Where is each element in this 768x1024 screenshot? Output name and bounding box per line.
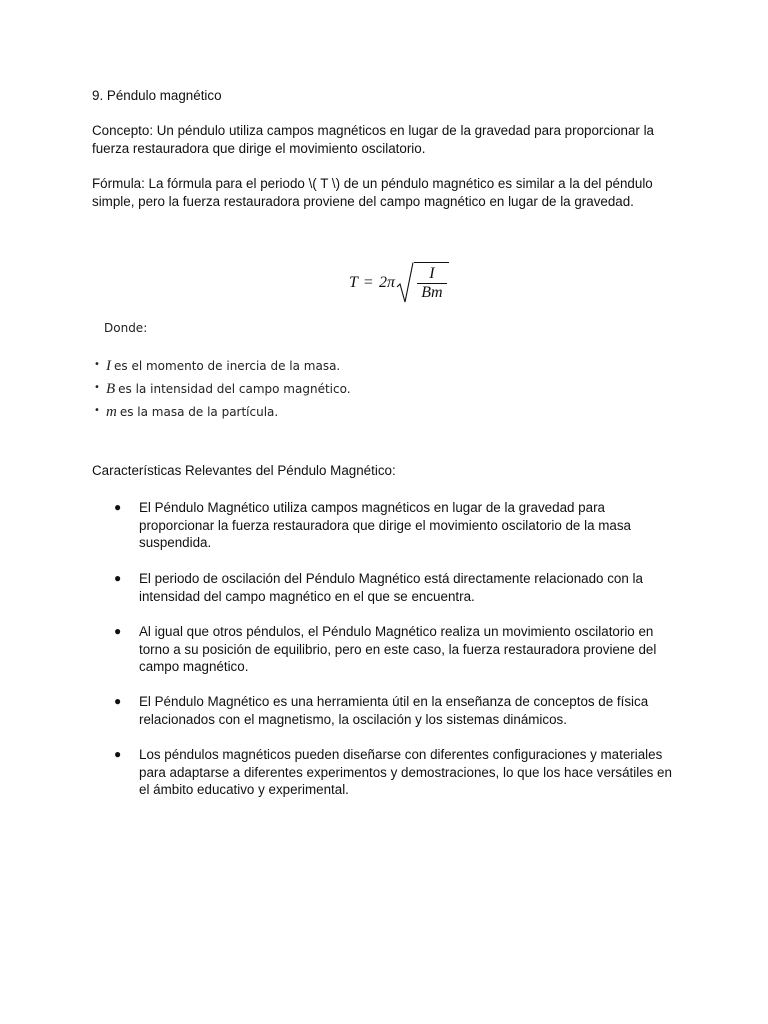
period-formula (349, 260, 449, 306)
bullet-icon: ● (114, 694, 122, 708)
formula-coefficient: 2π (378, 274, 395, 291)
radical-sign-icon (396, 262, 414, 304)
characteristics-title: Características Relevantes del Péndulo Magnético: (92, 463, 396, 478)
fraction-numerator: I (429, 265, 435, 282)
where-symbol: m (106, 404, 117, 420)
formula-equals: = (363, 274, 373, 291)
bullet-dot-icon: • (94, 405, 100, 416)
where-item (94, 404, 278, 421)
where-text: es la masa de la partícula. (119, 405, 279, 419)
list-item-text: El Péndulo Magnético utiliza campos magnéticos en lugar de la gravedad para proporcionar la fuerza restauradora que dirige el movimiento oscilatorio de la masa suspendida. (139, 500, 631, 550)
bullet-dot-icon: • (94, 382, 100, 393)
where-label: Donde: (104, 321, 148, 335)
list-item-text: El periodo de oscilación del Péndulo Magnético está directamente relacionado con la intensidad del campo magnético en el que se encuentra. (139, 571, 643, 604)
square-root (396, 262, 449, 304)
list-item (114, 499, 679, 552)
bullet-icon: ● (114, 747, 122, 761)
list-item (114, 693, 679, 728)
bullet-icon: ● (114, 500, 122, 514)
fraction-denominator: Bm (421, 284, 443, 301)
list-item-text: El Péndulo Magnético es una herramienta útil en la enseñanza de conceptos de física relacionados con el magnetismo, la oscilación y los sistemas dinámicos. (139, 694, 649, 727)
radicand (414, 262, 449, 304)
where-text: es la intensidad del campo magnético. (118, 382, 351, 396)
formula-fraction (417, 265, 447, 302)
where-symbol: B (106, 381, 116, 397)
list-item-text: Al igual que otros péndulos, el Péndulo Magnético realiza un movimiento oscilatorio en torno a su posición de equilibrio, pero en este caso, la fuerza restauradora proviene del campo magnético. (139, 624, 657, 674)
formula-intro-paragraph: Fórmula: La fórmula para el periodo \( T \) de un péndulo magnético es similar a la del péndulo simple, pero la fuerza restauradora proviene del campo magnético en lugar de la gravedad. (92, 176, 653, 209)
where-text: es el momento de inercia de la masa. (114, 359, 341, 373)
where-item (94, 358, 340, 375)
formula-lhs: T (349, 274, 358, 291)
list-item (114, 570, 679, 605)
concept-paragraph: Concepto: Un péndulo utiliza campos magnéticos en lugar de la gravedad para proporcionar la fuerza restauradora que dirige el movimiento oscilatorio. (92, 123, 655, 156)
bullet-icon: ● (114, 571, 122, 585)
bullet-dot-icon: • (94, 359, 100, 370)
where-symbol: I (106, 358, 111, 374)
list-item-text: Los péndulos magnéticos pueden diseñarse con diferentes configuraciones y materiales para adaptarse a diferentes experimentos y demostraciones, lo que los hace versátiles en el ámbito educativo y experimental. (139, 747, 672, 797)
list-item (114, 623, 679, 676)
bullet-icon: ● (114, 624, 122, 638)
list-item (114, 746, 679, 799)
where-item (94, 381, 351, 398)
section-heading: 9. Péndulo magnético (92, 88, 222, 103)
